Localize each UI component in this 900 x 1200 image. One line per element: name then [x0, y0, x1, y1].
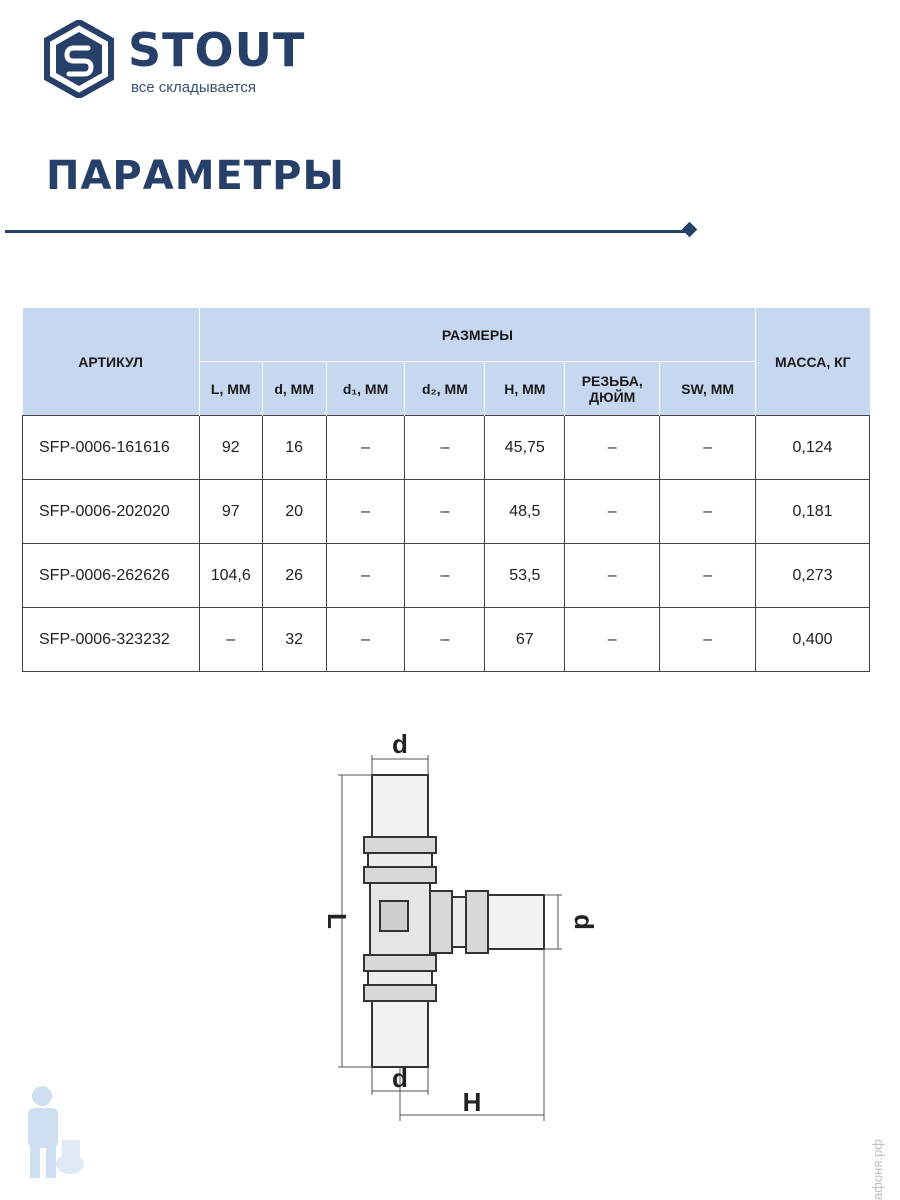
article-cell: SFP-0006-202020: [23, 480, 200, 544]
value-cell: 20: [262, 480, 326, 544]
value-cell: 67: [485, 608, 565, 672]
value-cell: –: [405, 544, 485, 608]
value-cell: 104,6: [199, 544, 262, 608]
value-cell: –: [660, 416, 756, 480]
divider-diamond-icon: [682, 222, 698, 238]
stout-logo-icon: [44, 20, 114, 98]
page-title: ПАРАМЕТРЫ: [46, 153, 345, 199]
tee-fitting-drawing: [300, 725, 620, 1125]
value-cell: 45,75: [485, 416, 565, 480]
value-cell: 92: [199, 416, 262, 480]
mass-cell: 0,273: [756, 544, 870, 608]
mass-cell: 0,124: [756, 416, 870, 480]
value-cell: –: [405, 416, 485, 480]
table-row: [23, 416, 870, 480]
value-cell: 26: [262, 544, 326, 608]
value-cell: –: [199, 608, 262, 672]
value-cell: 16: [262, 416, 326, 480]
mass-cell: 0,400: [756, 608, 870, 672]
brand-name: STOUT: [128, 23, 306, 77]
header-size: d, ММ: [262, 362, 326, 416]
header-size: SW, ММ: [660, 362, 756, 416]
dimension-label-H: H: [462, 1087, 482, 1117]
value-cell: –: [660, 608, 756, 672]
value-cell: –: [565, 416, 660, 480]
article-cell: SFP-0006-161616: [23, 416, 200, 480]
value-cell: –: [565, 544, 660, 608]
dimension-label-d-top: d: [392, 729, 408, 759]
value-cell: 97: [199, 480, 262, 544]
table-row: [23, 480, 870, 544]
header-size: H, ММ: [485, 362, 565, 416]
value-cell: 32: [262, 608, 326, 672]
value-cell: –: [565, 480, 660, 544]
value-cell: –: [326, 544, 405, 608]
dimension-label-d-bottom: d: [392, 1063, 408, 1093]
plumber-mascot-icon: [8, 1080, 88, 1190]
header-mass: МАССА, КГ: [756, 308, 870, 416]
header-size: L, ММ: [199, 362, 262, 416]
header-sizes-group: РАЗМЕРЫ: [199, 308, 755, 362]
value-cell: –: [565, 608, 660, 672]
value-cell: –: [326, 608, 405, 672]
value-cell: –: [405, 608, 485, 672]
value-cell: 53,5: [485, 544, 565, 608]
title-divider: [5, 230, 693, 233]
value-cell: –: [405, 480, 485, 544]
value-cell: –: [660, 480, 756, 544]
dimension-label-d-right: d: [569, 914, 599, 930]
header-size: d₁, ММ: [326, 362, 405, 416]
value-cell: –: [660, 544, 756, 608]
header-article: АРТИКУЛ: [23, 308, 200, 416]
table-row: [23, 544, 870, 608]
dimension-label-L: L: [322, 913, 352, 929]
table-row: [23, 608, 870, 672]
header-size: d₂, ММ: [405, 362, 485, 416]
brand-tagline: все складывается: [131, 79, 256, 96]
article-cell: SFP-0006-262626: [23, 544, 200, 608]
side-watermark-text: афоня.рф: [870, 1139, 885, 1200]
value-cell: –: [326, 480, 405, 544]
parameters-table: [22, 308, 870, 672]
value-cell: –: [326, 416, 405, 480]
mass-cell: 0,181: [756, 480, 870, 544]
header-size: РЕЗЬБА, ДЮЙМ: [565, 362, 660, 416]
value-cell: 48,5: [485, 480, 565, 544]
article-cell: SFP-0006-323232: [23, 608, 200, 672]
